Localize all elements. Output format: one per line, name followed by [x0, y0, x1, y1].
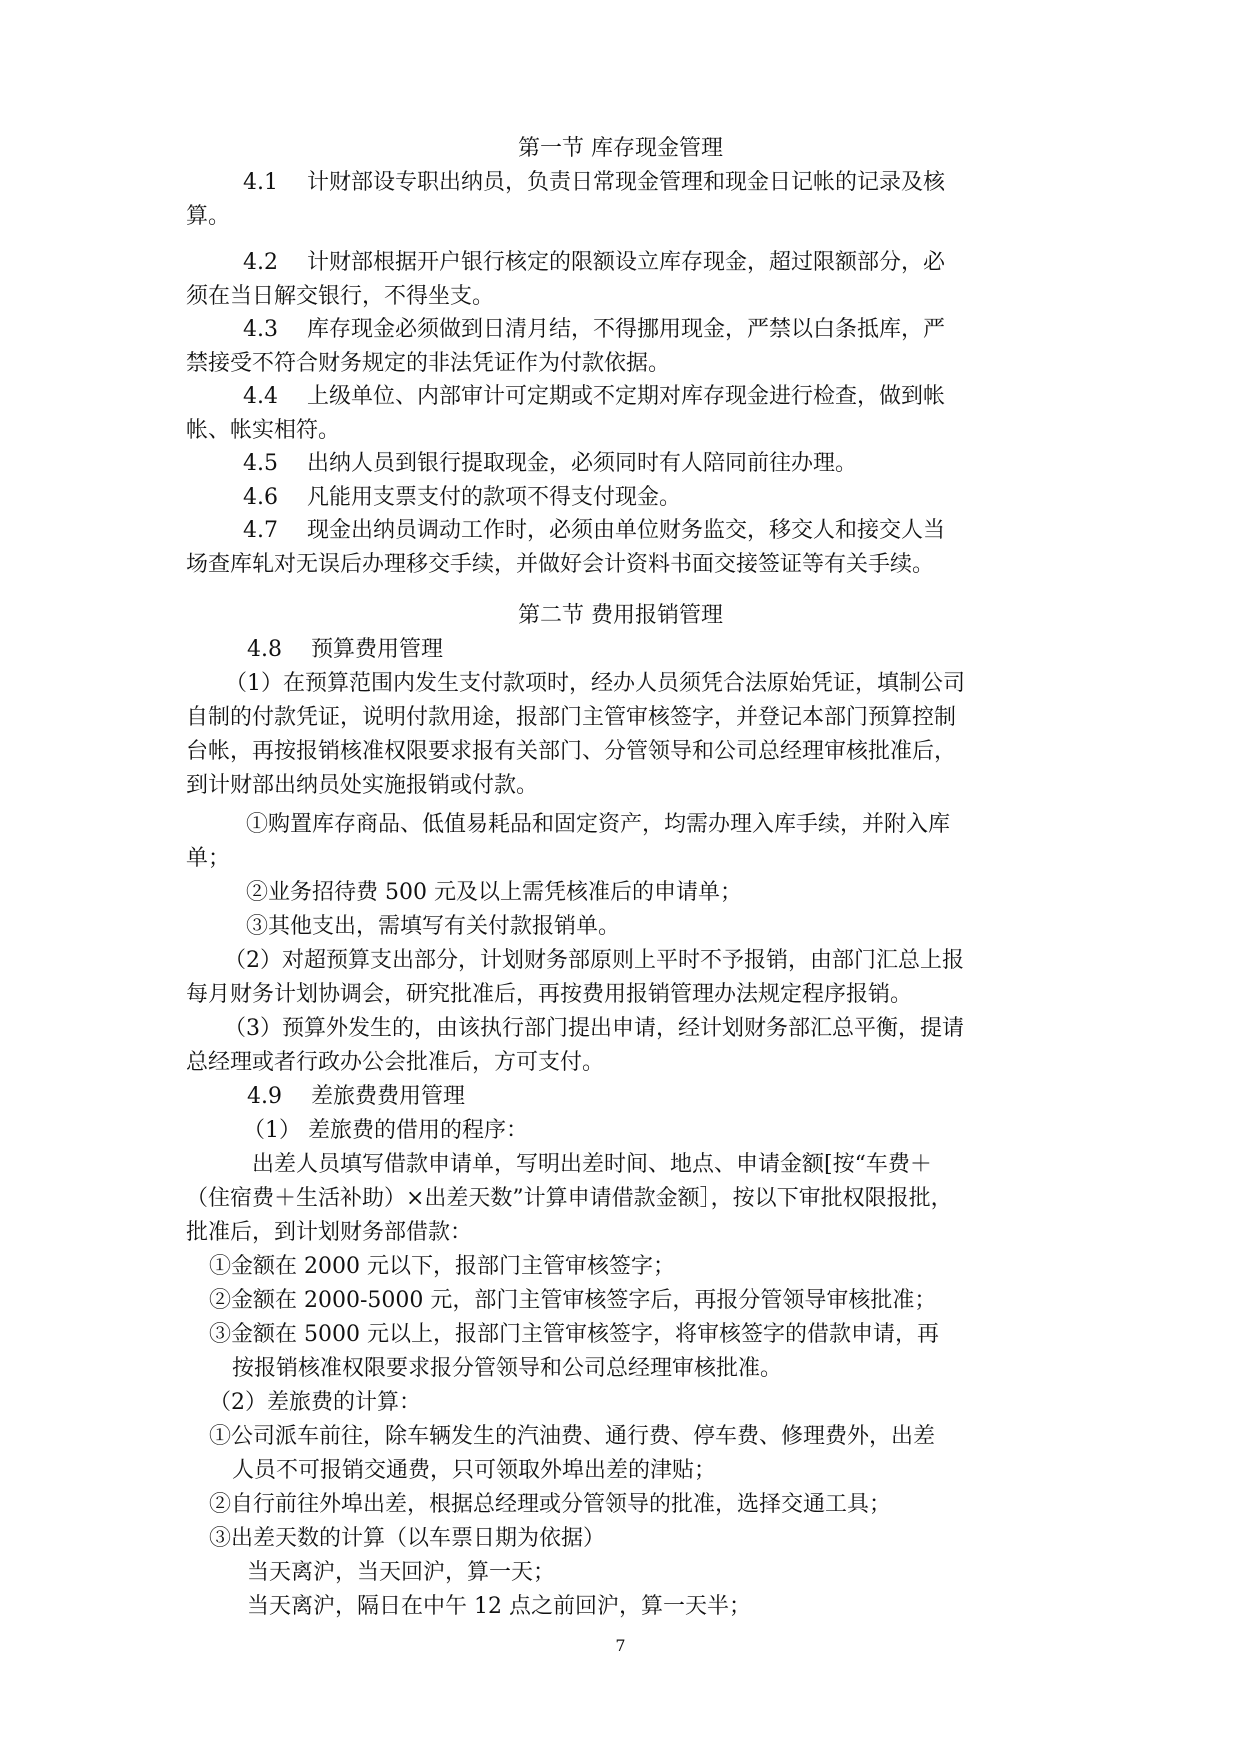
text-line: 批准后，到计划财务部借款：: [186, 1220, 473, 1245]
text-line: ②自行前往外埠出差，根据总经理或分管领导的批准，选择交通工具；: [209, 1492, 892, 1517]
text-line: 4.8 预算费用管理: [247, 637, 443, 662]
text-line: 禁接受不符合财务规定的非法凭证作为付款依据。: [186, 351, 671, 376]
text-line: ②业务招待费 500 元及以上需凭核准后的申请单；: [246, 880, 742, 905]
text-line: 4.6 凡能用支票支付的款项不得支付现金。: [243, 485, 681, 510]
text-line: （1） 差旅费的借用的程序：: [243, 1118, 528, 1143]
text-line: ③金额在 5000 元以上，报部门主管审核签字，将审核签字的借款申请，再: [209, 1322, 939, 1347]
section-heading-2: 第二节 费用报销管理: [518, 603, 723, 628]
text-line: （2）对超预算支出部分，计划财务部原则上平时不予报销，由部门汇总上报: [224, 948, 964, 973]
text-line: ②金额在 2000-5000 元，部门主管审核签字后，再报分管领导审核批准；: [209, 1288, 937, 1313]
text-line: ①金额在 2000 元以下，报部门主管审核签字；: [209, 1254, 675, 1279]
text-line: （住宿费＋生活补助）×出差天数”计算申请借款金额］，按以下审批权限报批，: [186, 1186, 953, 1211]
text-line: 到计财部出纳员处实施报销或付款。: [186, 773, 539, 798]
text-line: 单；: [186, 846, 231, 871]
text-line: 算。: [186, 204, 231, 229]
text-line: ①购置库存商品、低值易耗品和固定资产，均需办理入库手续，并附入库: [246, 812, 951, 837]
text-line: ③其他支出，需填写有关付款报销单。: [246, 914, 621, 939]
text-line: 须在当日解交银行，不得坐支。: [186, 284, 495, 309]
text-line: 每月财务计划协调会，研究批准后，再按费用报销管理办法规定程序报销。: [186, 982, 913, 1007]
text-line: （3）预算外发生的，由该执行部门提出申请，经计划财务部汇总平衡，提请: [224, 1016, 964, 1041]
page-number: 7: [615, 1636, 626, 1655]
text-line: 4.2 计财部根据开户银行核定的限额设立库存现金，超过限额部分，必: [243, 250, 945, 275]
text-line: ①公司派车前往，除车辆发生的汽油费、通行费、停车费、修理费外，出差: [209, 1424, 936, 1449]
text-line: 出差人员填写借款申请单，写明出差时间、地点、申请金额[按“车费＋: [252, 1152, 932, 1177]
text-line: 按报销核准权限要求报分管领导和公司总经理审核批准。: [232, 1356, 783, 1381]
text-line: 4.7 现金出纳员调动工作时，必须由单位财务监交，移交人和接交人当: [243, 518, 945, 543]
text-line: 4.3 库存现金必须做到日清月结，不得挪用现金，严禁以白条抵库，严: [243, 317, 945, 342]
text-line: （2）差旅费的计算：: [209, 1390, 421, 1415]
text-line: 4.4 上级单位、内部审计可定期或不定期对库存现金进行检查，做到帐: [243, 384, 945, 409]
text-line: 4.9 差旅费费用管理: [247, 1084, 465, 1109]
section-heading-1: 第一节 库存现金管理: [518, 136, 723, 161]
text-line: 4.5 出纳人员到银行提取现金，必须同时有人陪同前往办理。: [243, 451, 857, 476]
text-line: 4.1 计财部设专职出纳员，负责日常现金管理和现金日记帐的记录及核: [243, 170, 945, 195]
text-line: 帐、帐实相符。: [186, 418, 341, 443]
text-line: 人员不可报销交通费，只可领取外埠出差的津贴；: [232, 1458, 717, 1483]
text-line: ③出差天数的计算（以车票日期为依据）: [209, 1526, 606, 1551]
text-line: 场查库轧对无误后办理移交手续，并做好会计资料书面交接签证等有关手续。: [186, 552, 935, 577]
text-line: 台帐，再按报销核准权限要求报有关部门、分管领导和公司总经理审核批准后，: [186, 739, 957, 764]
text-line: 总经理或者行政办公会批准后，方可支付。: [186, 1050, 605, 1075]
text-line: 当天离沪，隔日在中午 12 点之前回沪，算一天半；: [247, 1594, 751, 1619]
text-line: （1）在预算范围内发生支付款项时，经办人员须凭合法原始凭证，填制公司: [225, 671, 965, 696]
text-line: 当天离沪，当天回沪，算一天；: [247, 1560, 556, 1585]
text-line: 自制的付款凭证，说明付款用途，报部门主管审核签字，并登记本部门预算控制: [186, 705, 957, 730]
